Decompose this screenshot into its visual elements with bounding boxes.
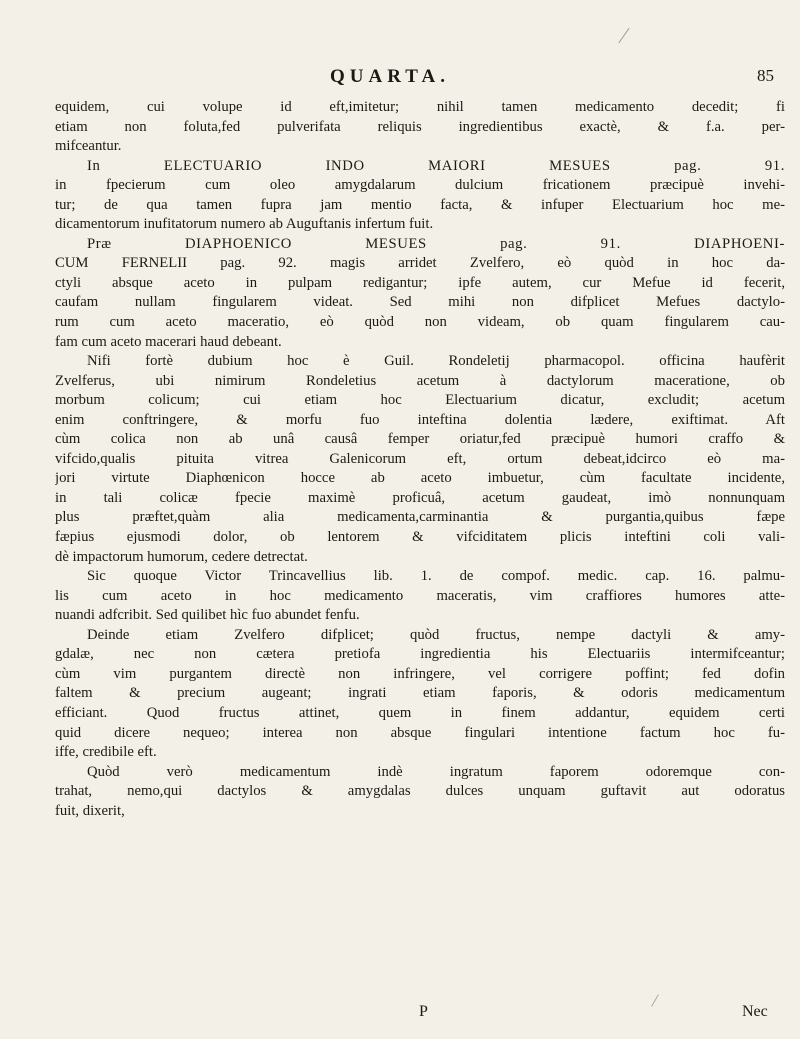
running-title: QUARTA. [330, 66, 451, 87]
text-line: quid dicere nequeo; interea non absque fingulari intentione factum hoc fu- [55, 724, 785, 741]
text-line: vifcido,qualis pituita vitrea Galenicorum eft, ortum debeat,idcirco eò ma- [55, 450, 785, 467]
text-line: in fpecierum cum oleo amygdalarum dulcium fricationem præcipuè invehi- [55, 177, 785, 194]
text-line: nuandi adfcribit. Sed quilibet hìc fuo abundet fenfu. [55, 607, 360, 624]
text-line: fuit, dixerit, [55, 802, 125, 819]
section-heading: In ELECTUARIO INDO MAIORI MESUES pag. 91. [87, 157, 785, 174]
text-line: tur; de qua tamen fupra jam mentio facta, & infuper Electuarium hoc me- [55, 196, 785, 213]
margin-mark [618, 28, 629, 43]
text-line: efficiant. Quod fructus attinet, quem in finem addantur, equidem certi [55, 704, 785, 721]
page-number: 85 [757, 66, 774, 85]
text-line: Quòd verò medicamentum indè ingratum faporem odoremque con- [87, 763, 785, 780]
running-head [0, 66, 800, 88]
text-line: ctyli absque aceto in pulpam redigantur; ipfe autem, cur Mefue id fecerit, [55, 274, 785, 291]
text-line: equidem, cui volupe id eft,imitetur; nihil tamen medicamento decedit; fi [55, 99, 785, 115]
text-line: cùm vim purgantem directè non infringere, vel corrigere poffint; fed dofin [55, 665, 785, 682]
text-line: fam cum aceto macerari haud debeant. [55, 333, 282, 350]
text-line: gdalæ, nec non cætera pretiofa ingredientia his Electuariis intermifceantur; [55, 646, 785, 663]
text-line: lis cum aceto in hoc medicamento maceratis, vim craffiores humores atte- [55, 587, 785, 604]
text-line: Zvelferus, ubi nimirum Rondeletius acetum à dactylorum maceratione, ob [55, 372, 785, 389]
text-line: plus præftet,quàm alia medicamenta,carminantia & purgantia,quibus fæpe [55, 509, 785, 526]
text-line: cùm colica non ab unâ causâ femper oriatur,fed præcipuè humori craffo & [55, 431, 785, 448]
text-line: fæpius ejusmodi dolor, ob lentorem & vifciditatem plicis inteftini coli vali- [55, 529, 785, 546]
text-line: enim conftringere, & morfu fuo inteftina dolentia lædere, exiftimat. Aft [55, 411, 785, 428]
text-line: trahat, nemo,qui dactylos & amygdalas dulces unquam guftavit aut odoratus [55, 783, 785, 800]
signature-mark: P [419, 1003, 428, 1020]
text-line: faltem & precium augeant; ingrati etiam faporis, & odoris medicamentum [55, 685, 785, 702]
text-line: dicamentorum inufitatorum numero ab Auguftanis infertum fuit. [55, 216, 434, 233]
text-line: morbum colicum; cui etiam hoc Electuarium dicatur, excludit; acetum [55, 392, 785, 409]
page-footer [0, 1003, 800, 1023]
body-text [55, 98, 785, 821]
text-line: etiam non foluta,fed pulverifata reliquis ingredientibus exactè, & f.a. per- [55, 118, 785, 135]
text-line: Deinde etiam Zvelfero difplicet; quòd fructus, nempe dactyli & amy- [87, 626, 785, 643]
text-line: CUM FERNELII pag. 92. magis arridet Zvelfero, eò quòd in hoc da- [55, 255, 785, 272]
text-line: Sic quoque Victor Trincavellius lib. 1. de compof. medic. cap. 16. palmu- [87, 568, 785, 585]
text-line: jori virtute Diaphœnicon hocce ab aceto imbuetur, cùm facultate incidente, [55, 470, 785, 487]
text-line: caufam nullam fingularem videat. Sed mihi non difplicet Mefues dactylo- [55, 294, 785, 311]
text-line: Nifi fortè dubium hoc è Guil. Rondeletij pharmacopol. officina haufèrit [87, 353, 785, 370]
text-line: Præ DIAPHOENICO MESUES pag. 91. DIAPHOENI- [87, 235, 785, 252]
catchword: Nec [742, 1003, 768, 1020]
text-line: rum cum aceto maceratio, eò quòd non videam, ob quam fingularem cau- [55, 314, 785, 331]
text-line: in tali colicæ fpecie maximè proficuâ, acetum gaudeat, imò nonnunquam [55, 489, 785, 506]
text-line: mifceantur. [55, 138, 122, 155]
text-line: iffe, credibile eft. [55, 744, 157, 761]
text-line: dè impactorum humorum, cedere detrectat. [55, 548, 308, 565]
